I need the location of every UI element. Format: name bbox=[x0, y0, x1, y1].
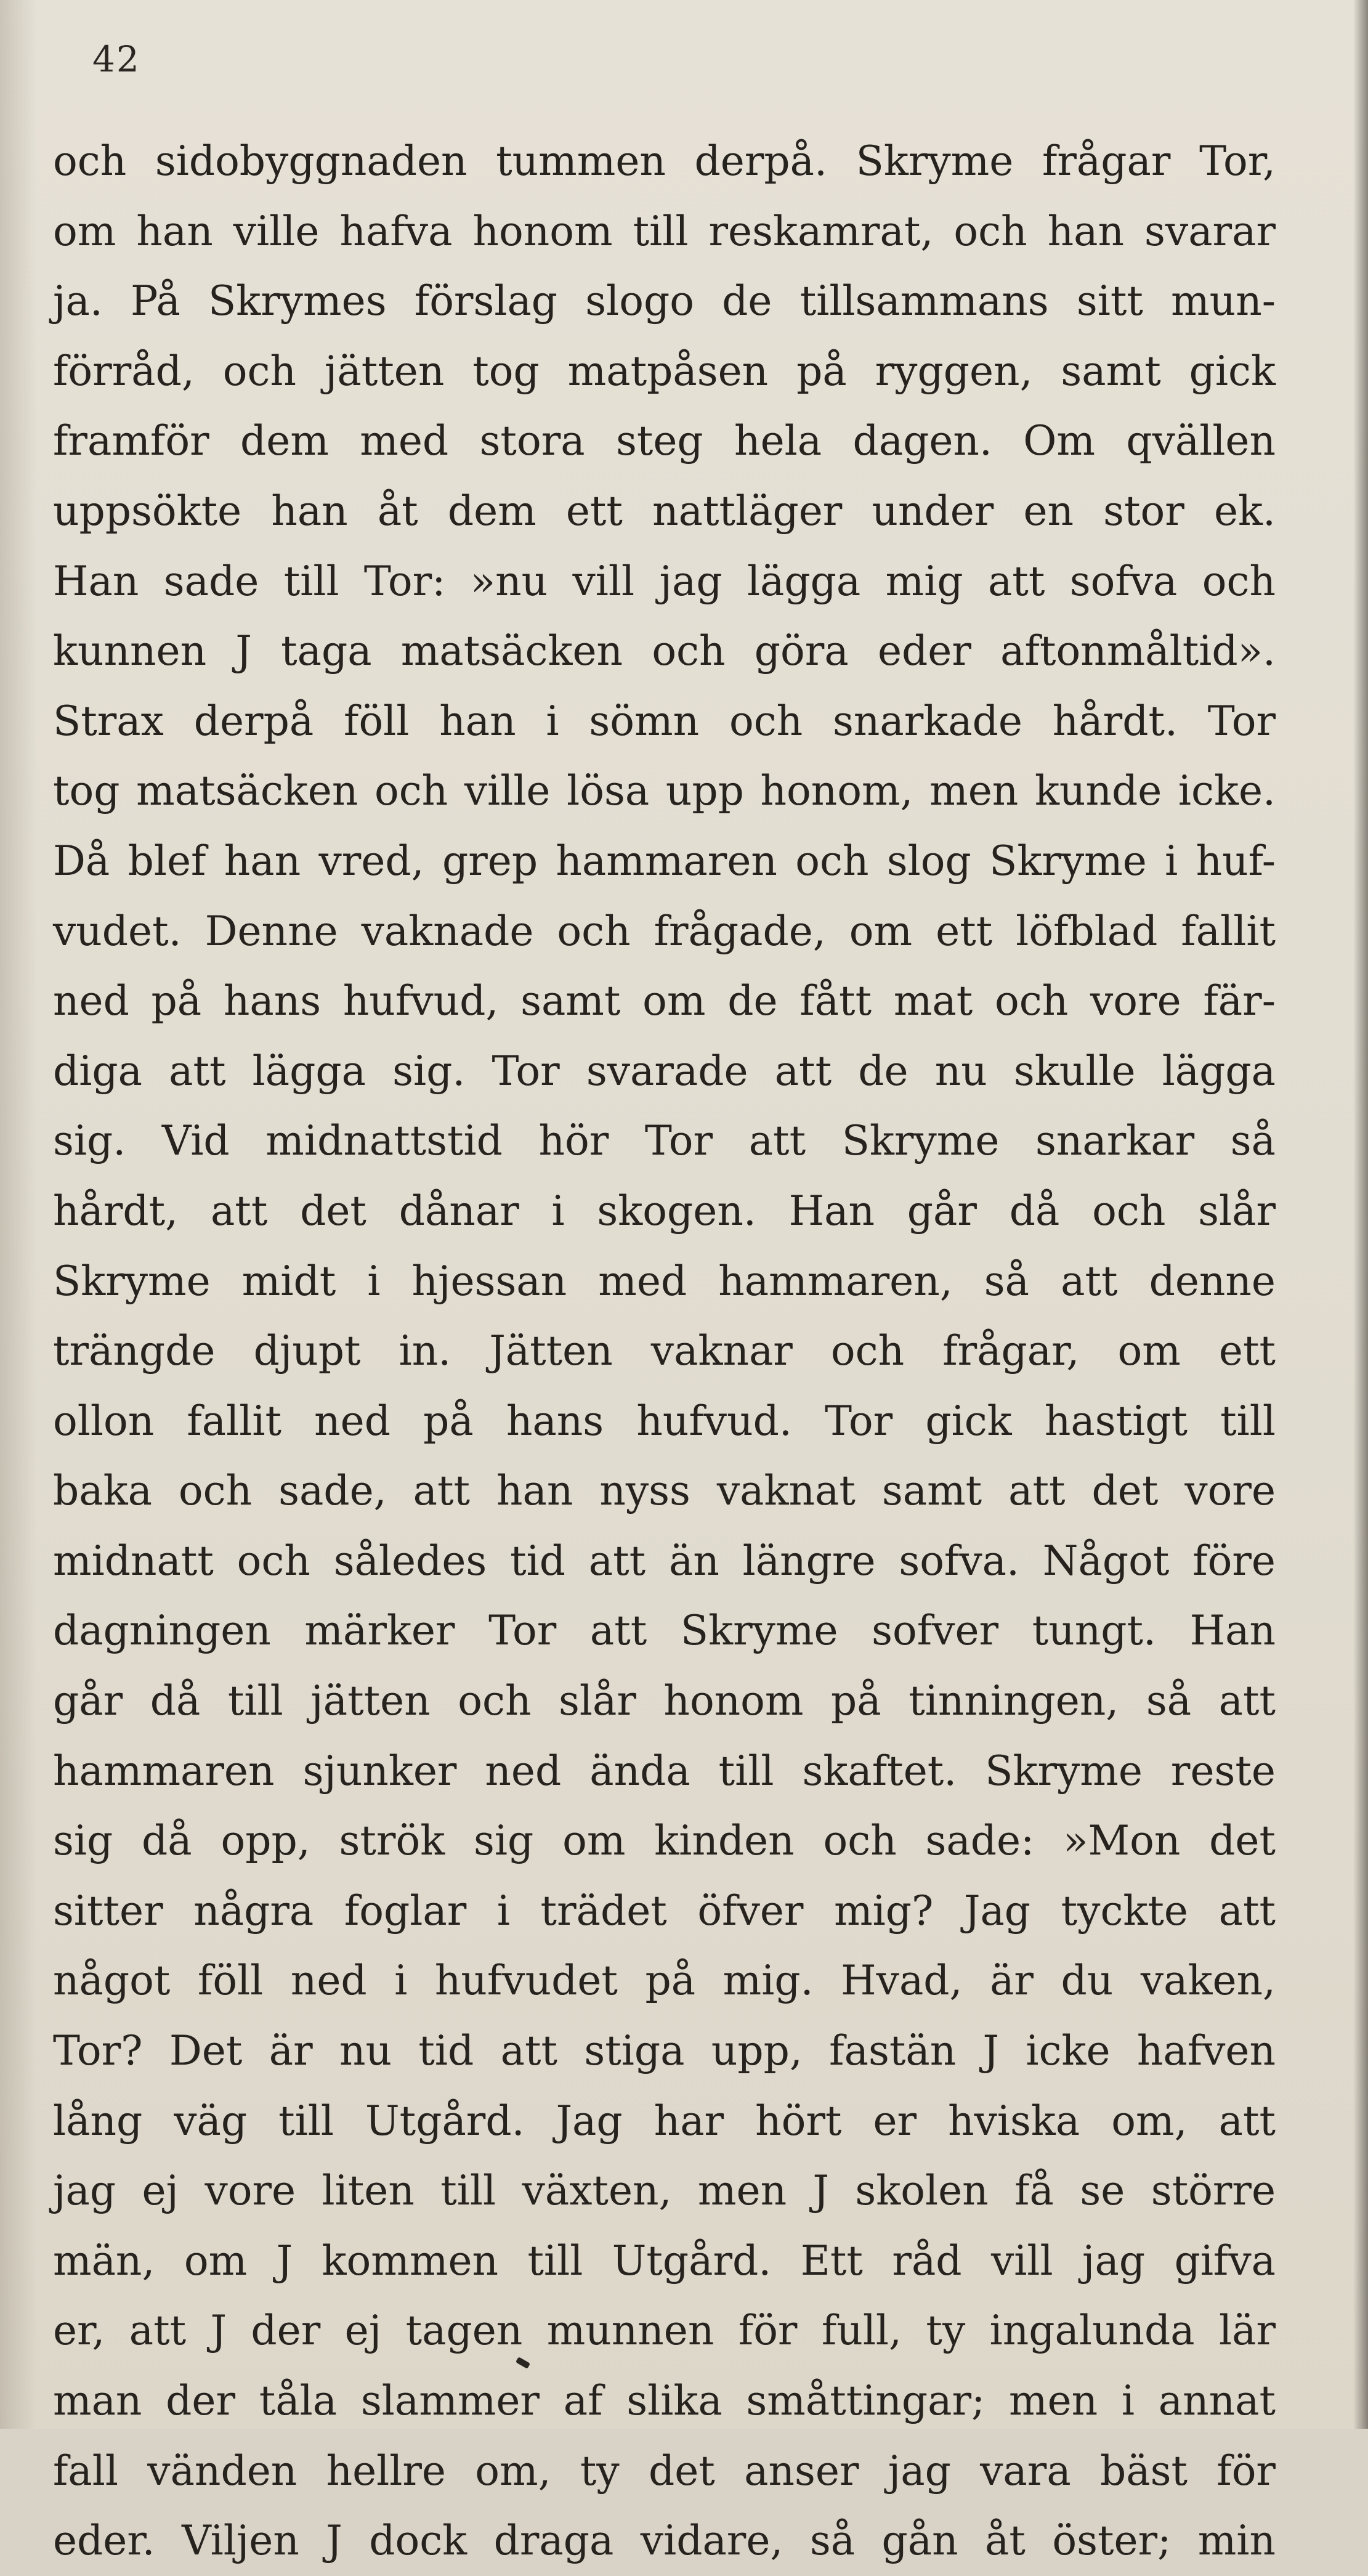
text-line: diga att lägga sig. Tor svarade att de nu skulle lägga bbox=[53, 1047, 1276, 1095]
text-line: eder. Viljen J dock draga vidare, så gån åt öster; min bbox=[53, 2517, 1276, 2565]
text-line: jag ej vore liten till växten, men J skolen få se större bbox=[53, 2167, 1276, 2215]
text-line: ned på hans hufvud, samt om de fått mat och vore fär- bbox=[53, 977, 1276, 1025]
text-line: tog matsäcken och ville lösa upp honom, men kunde icke. bbox=[53, 767, 1276, 815]
text-line: ja. På Skrymes förslag slogo de tillsammans sitt mun- bbox=[53, 277, 1276, 325]
text-line: Tor? Det är nu tid att stiga upp, fastän J icke hafven bbox=[53, 2027, 1276, 2075]
text-line: kunnen J taga matsäcken och göra eder aftonmåltid». bbox=[53, 627, 1276, 675]
text-line: något föll ned i hufvudet på mig. Hvad, är du vaken, bbox=[53, 1957, 1276, 2005]
body-text bbox=[53, 126, 1276, 2576]
text-line: dagningen märker Tor att Skryme sofver tungt. Han bbox=[53, 1607, 1276, 1655]
text-line: man der tåla slammer af slika småttingar; men i annat bbox=[53, 2377, 1276, 2424]
text-line: går då till jätten och slår honom på tinningen, så att bbox=[53, 1677, 1276, 1725]
text-line: lång väg till Utgård. Jag har hört er hviska om, att bbox=[53, 2097, 1276, 2145]
text-line: uppsökte han åt dem ett nattläger under en stor ek. bbox=[53, 487, 1276, 535]
text-line: er, att J der ej tagen munnen för full, ty ingalunda lär bbox=[53, 2307, 1276, 2355]
text-line: och sidobyggnaden tummen derpå. Skryme frågar Tor, bbox=[53, 137, 1276, 185]
text-line: Skryme midt i hjessan med hammaren, så att denne bbox=[53, 1257, 1276, 1305]
text-line: Då blef han vred, grep hammaren och slog Skryme i huf- bbox=[53, 837, 1276, 885]
text-line: midnatt och således tid att än längre sofva. Något före bbox=[53, 1537, 1276, 1585]
text-line: hårdt, att det dånar i skogen. Han går då och slår bbox=[53, 1187, 1276, 1235]
text-line: baka och sade, att han nyss vaknat samt att det vore bbox=[53, 1467, 1276, 1515]
text-line: ollon fallit ned på hans hufvud. Tor gick hastigt till bbox=[53, 1397, 1276, 1445]
text-line: vudet. Denne vaknade och frågade, om ett löfblad fallit bbox=[53, 907, 1276, 955]
text-line: Strax derpå föll han i sömn och snarkade hårdt. Tor bbox=[53, 697, 1276, 745]
text-line: framför dem med stora steg hela dagen. Om qvällen bbox=[53, 417, 1276, 465]
text-line: trängde djupt in. Jätten vaknar och frågar, om ett bbox=[53, 1327, 1276, 1375]
text-line: sitter några foglar i trädet öfver mig? Jag tyckte att bbox=[53, 1887, 1276, 1935]
text-line: hammaren sjunker ned ända till skaftet. Skryme reste bbox=[53, 1747, 1276, 1795]
text-line: fall vänden hellre om, ty det anser jag vara bäst för bbox=[53, 2447, 1276, 2495]
page-number: 42 bbox=[92, 38, 140, 80]
text-line: Han sade till Tor: »nu vill jag lägga mig att sofva och bbox=[53, 557, 1276, 605]
text-line: män, om J kommen till Utgård. Ett råd vill jag gifva bbox=[53, 2237, 1276, 2285]
text-line: sig. Vid midnattstid hör Tor att Skryme snarkar så bbox=[53, 1117, 1276, 1165]
text-line: förråd, och jätten tog matpåsen på ryggen, samt gick bbox=[53, 347, 1276, 395]
text-line: sig då opp, strök sig om kinden och sade: »Mon det bbox=[53, 1817, 1276, 1865]
text-line: om han ville hafva honom till reskamrat, och han svarar bbox=[53, 207, 1276, 255]
